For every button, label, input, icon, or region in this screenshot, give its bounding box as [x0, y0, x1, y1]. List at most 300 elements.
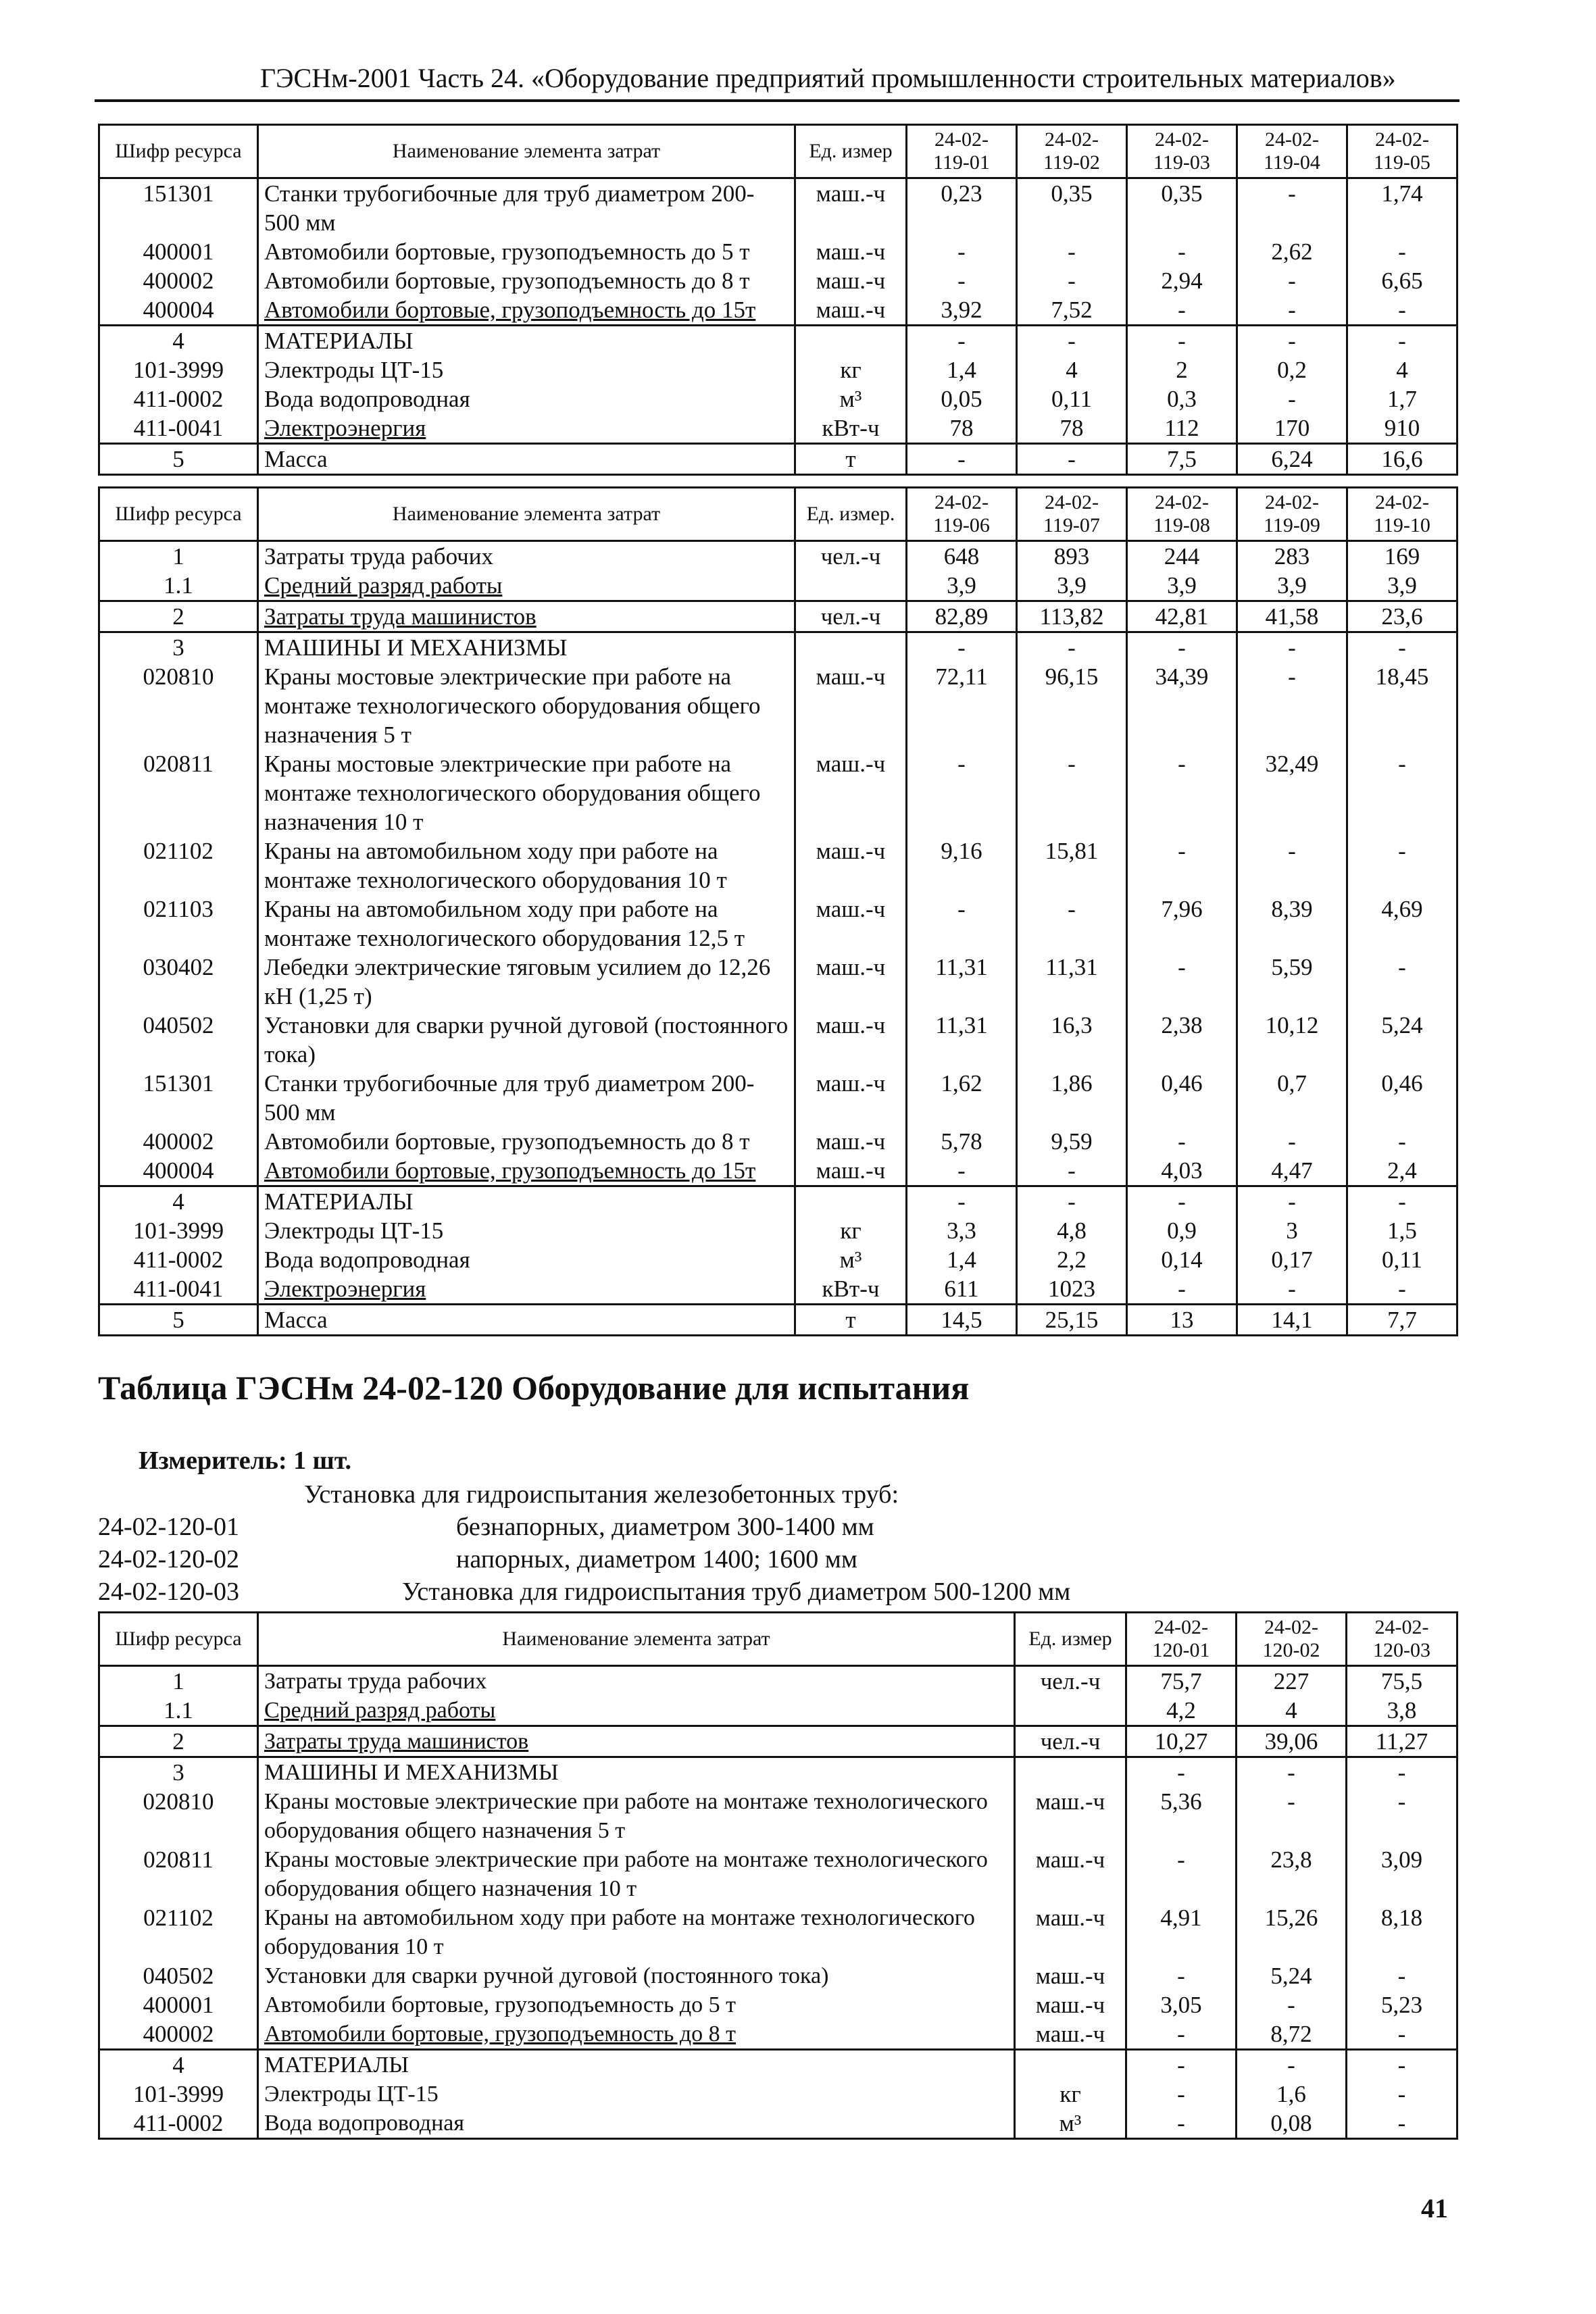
resource-table-119-06-10	[98, 486, 1458, 1336]
norm-value: 14,5	[907, 1305, 1017, 1336]
norm-value: -	[1017, 895, 1127, 953]
norm-value: 4,03	[1127, 1156, 1237, 1186]
norm-value: 1,4	[907, 1245, 1017, 1274]
norm-value: 7,52	[1017, 295, 1127, 326]
column-header: Ед. измер	[1015, 1613, 1126, 1666]
cost-element-name: Станки трубогибочные для труб диаметром 200-500 мм	[258, 178, 795, 238]
column-header: Ед. измер.	[795, 488, 907, 541]
norm-value: 3,9	[907, 571, 1017, 601]
table-row	[99, 384, 1457, 413]
norm-value: 78	[1017, 413, 1127, 444]
norm-value: 32,49	[1237, 749, 1347, 836]
norm-value: -	[1347, 1757, 1457, 1788]
intro-item-code: 24-02-120-03	[98, 1578, 239, 1606]
norm-value: -	[1126, 2080, 1237, 2109]
resource-table-120	[98, 1611, 1458, 2140]
norm-value: 5,23	[1347, 1990, 1457, 2019]
column-header: 24-02- 119-07	[1017, 488, 1127, 541]
norm-value: -	[1347, 326, 1457, 356]
resource-code: 411-0002	[99, 1245, 258, 1274]
resource-code: 4	[99, 1186, 258, 1217]
norm-value: -	[1237, 1127, 1347, 1156]
norm-value: 3,92	[907, 295, 1017, 326]
norm-value: -	[1347, 237, 1457, 266]
table-row	[99, 1069, 1457, 1127]
table-row	[99, 836, 1457, 895]
table-row	[99, 1787, 1457, 1845]
unit-of-measure: т	[795, 444, 907, 475]
unit-of-measure: маш.-ч	[795, 953, 907, 1011]
norm-value: 39,06	[1237, 1726, 1347, 1757]
norm-value: 1023	[1017, 1274, 1127, 1305]
norm-value: 11,27	[1347, 1726, 1457, 1757]
resource-code: 021103	[99, 895, 258, 953]
column-header: Шифр ресурса	[99, 125, 258, 178]
resource-code: 101-3999	[99, 2080, 258, 2109]
norm-value: -	[1127, 237, 1237, 266]
norm-value: -	[1126, 2109, 1237, 2139]
norm-value: -	[1237, 266, 1347, 295]
table-row	[99, 2050, 1457, 2080]
unit-of-measure: кг	[795, 355, 907, 384]
page-header: ГЭСНм-2001 Часть 24. «Оборудование предприятий промышленности строительных материалов»	[260, 63, 1396, 93]
unit-of-measure	[1015, 2050, 1126, 2080]
table-row	[99, 571, 1457, 601]
norm-value: -	[1347, 1961, 1457, 1990]
norm-value: -	[1347, 749, 1457, 836]
norm-value: 611	[907, 1274, 1017, 1305]
cost-element-name: Электроды ЦТ-15	[258, 355, 795, 384]
table-row	[99, 326, 1457, 356]
norm-value: 0,11	[1347, 1245, 1457, 1274]
cost-element-name: Краны мостовые электрические при работе на монтаже технологического оборудования общего назначения 5 т	[258, 1787, 1015, 1845]
norm-value: -	[1347, 2019, 1457, 2050]
unit-of-measure: маш.-ч	[1015, 2019, 1126, 2050]
table-row	[99, 1696, 1457, 1726]
norm-value: 4,2	[1126, 1696, 1237, 1726]
unit-of-measure: маш.-ч	[795, 266, 907, 295]
cost-element-name: Автомобили бортовые, грузоподъемность до 5 т	[258, 237, 795, 266]
norm-value: -	[1017, 266, 1127, 295]
column-header: 24-02- 119-09	[1237, 488, 1347, 541]
norm-value: 15,81	[1017, 836, 1127, 895]
norm-value: -	[1237, 632, 1347, 663]
cost-element-name: Затраты труда рабочих	[258, 541, 795, 572]
norm-value: 1,86	[1017, 1069, 1127, 1127]
intro-item-code: 24-02-120-02	[98, 1545, 239, 1574]
table-row	[99, 1666, 1457, 1696]
column-header: Ед. измер	[795, 125, 907, 178]
unit-of-measure: м³	[1015, 2109, 1126, 2139]
unit-of-measure: маш.-ч	[795, 237, 907, 266]
unit-of-measure: т	[795, 1305, 907, 1336]
resource-code: 020811	[99, 749, 258, 836]
table-row	[99, 632, 1457, 663]
norm-value: 2,94	[1127, 266, 1237, 295]
cost-element-name: Средний разряд работы	[258, 571, 795, 601]
resource-code: 151301	[99, 1069, 258, 1127]
norm-value: -	[1017, 632, 1127, 663]
norm-value: -	[1127, 1274, 1237, 1305]
cost-element-name: МАШИНЫ И МЕХАНИЗМЫ	[258, 1757, 1015, 1788]
cost-element-name: Автомобили бортовые, грузоподъемность до 5 т	[258, 1990, 1015, 2019]
norm-value: -	[1127, 1127, 1237, 1156]
unit-of-measure: маш.-ч	[1015, 1961, 1126, 1990]
resource-code: 101-3999	[99, 1216, 258, 1245]
norm-value: 1,7	[1347, 384, 1457, 413]
cost-element-name: Краны на автомобильном ходу при работе на монтаже технологического оборудования 10 т	[258, 1903, 1015, 1961]
unit-of-measure: маш.-ч	[1015, 1903, 1126, 1961]
norm-value: 96,15	[1017, 662, 1127, 749]
resource-code: 411-0041	[99, 413, 258, 444]
norm-value: 11,31	[1017, 953, 1127, 1011]
column-header: Наименование элемента затрат	[258, 125, 795, 178]
resource-code: 400001	[99, 237, 258, 266]
resource-code: 4	[99, 326, 258, 356]
norm-value: -	[1347, 2109, 1457, 2139]
norm-value: 244	[1127, 541, 1237, 572]
unit-of-measure: маш.-ч	[1015, 1990, 1126, 2019]
resource-code: 040502	[99, 1961, 258, 1990]
resource-code: 400002	[99, 266, 258, 295]
unit-of-measure	[795, 632, 907, 663]
norm-value: -	[1237, 662, 1347, 749]
norm-value: 0,35	[1017, 178, 1127, 238]
measure-label: Измеритель:	[139, 1447, 287, 1475]
cost-element-name: Вода водопроводная	[258, 2109, 1015, 2139]
page-number: 41	[1421, 2193, 1448, 2223]
table-row	[99, 1274, 1457, 1305]
cost-element-name: МАШИНЫ И МЕХАНИЗМЫ	[258, 632, 795, 663]
column-header: 24-02- 119-01	[907, 125, 1017, 178]
norm-value: 910	[1347, 413, 1457, 444]
table-row	[99, 541, 1457, 572]
table-row	[99, 662, 1457, 749]
unit-of-measure: маш.-ч	[795, 1069, 907, 1127]
table-row	[99, 895, 1457, 953]
cost-element-name: Масса	[258, 444, 795, 475]
norm-value: 2,62	[1237, 237, 1347, 266]
column-header: Наименование элемента затрат	[258, 488, 795, 541]
resource-code: 1.1	[99, 1696, 258, 1726]
column-header: 24-02- 120-03	[1347, 1613, 1457, 1666]
norm-value: 16,6	[1347, 444, 1457, 475]
norm-value: -	[1127, 1186, 1237, 1217]
resource-code: 400002	[99, 1127, 258, 1156]
cost-element-name: Лебедки электрические тяговым усилием до 12,26 кН (1,25 т)	[258, 953, 795, 1011]
resource-code: 1	[99, 1666, 258, 1696]
norm-value: -	[1237, 1990, 1347, 2019]
table-row	[99, 1990, 1457, 2019]
norm-value: 2	[1127, 355, 1237, 384]
table-row	[99, 1216, 1457, 1245]
norm-value: 0,14	[1127, 1245, 1237, 1274]
norm-value: -	[1347, 1274, 1457, 1305]
norm-value: 7,96	[1127, 895, 1237, 953]
norm-value: 10,27	[1126, 1726, 1237, 1757]
norm-value: -	[1017, 444, 1127, 475]
table-row	[99, 1186, 1457, 1217]
cost-element-name: Средний разряд работы	[258, 1696, 1015, 1726]
norm-value: 3	[1237, 1216, 1347, 1245]
norm-value: 0,46	[1347, 1069, 1457, 1127]
table-row	[99, 1845, 1457, 1903]
resource-code: 2	[99, 1726, 258, 1757]
resource-code: 021102	[99, 836, 258, 895]
resource-code: 411-0041	[99, 1274, 258, 1305]
norm-value: 5,24	[1347, 1011, 1457, 1069]
column-header: 24-02- 119-03	[1127, 125, 1237, 178]
norm-value: 3,9	[1017, 571, 1127, 601]
column-header: Шифр ресурса	[99, 488, 258, 541]
norm-value: -	[1126, 1845, 1237, 1903]
norm-value: 13	[1127, 1305, 1237, 1336]
norm-value: -	[1237, 1787, 1347, 1845]
norm-value: -	[1237, 1186, 1347, 1217]
resource-code: 411-0002	[99, 384, 258, 413]
intro-item	[98, 1577, 1070, 1607]
resource-code: 101-3999	[99, 355, 258, 384]
norm-value: -	[1126, 2019, 1237, 2050]
table-row	[99, 601, 1457, 632]
norm-value: 78	[907, 413, 1017, 444]
resource-table-119-01-05	[98, 124, 1458, 476]
norm-value: 3,09	[1347, 1845, 1457, 1903]
resource-code: 040502	[99, 1011, 258, 1069]
norm-value: 112	[1127, 413, 1237, 444]
norm-value: 82,89	[907, 601, 1017, 632]
unit-of-measure: чел.-ч	[1015, 1666, 1126, 1696]
norm-value: 14,1	[1237, 1305, 1347, 1336]
norm-value: 3,9	[1127, 571, 1237, 601]
unit-of-measure: маш.-ч	[1015, 1787, 1126, 1845]
table-row	[99, 1305, 1457, 1336]
column-header: 24-02- 119-08	[1127, 488, 1237, 541]
norm-value: 25,15	[1017, 1305, 1127, 1336]
norm-value: 9,59	[1017, 1127, 1127, 1156]
norm-value: 5,59	[1237, 953, 1347, 1011]
norm-value: -	[907, 444, 1017, 475]
norm-value: 5,36	[1126, 1787, 1237, 1845]
intro-item-code: 24-02-120-01	[98, 1513, 239, 1541]
intro-item-text: Установка для гидроиспытания труб диаметром 500-1200 мм	[402, 1578, 1071, 1606]
norm-value: -	[1237, 384, 1347, 413]
norm-value: -	[1127, 749, 1237, 836]
cost-element-name: Краны на автомобильном ходу при работе на монтаже технологического оборудования 12,5 т	[258, 895, 795, 953]
resource-code: 020810	[99, 662, 258, 749]
norm-value: 893	[1017, 541, 1127, 572]
norm-value: -	[1127, 295, 1237, 326]
unit-of-measure: м³	[795, 384, 907, 413]
norm-value: 169	[1347, 541, 1457, 572]
resource-code: 021102	[99, 1903, 258, 1961]
norm-value: 1,6	[1237, 2080, 1347, 2109]
cost-element-name: МАТЕРИАЛЫ	[258, 1186, 795, 1217]
norm-value: 1,62	[907, 1069, 1017, 1127]
norm-value: -	[907, 1186, 1017, 1217]
norm-value: 227	[1237, 1666, 1347, 1696]
table-row	[99, 1961, 1457, 1990]
norm-value: 4	[1237, 1696, 1347, 1726]
norm-value: 6,24	[1237, 444, 1347, 475]
header-rule	[95, 99, 1460, 102]
norm-value: -	[1347, 953, 1457, 1011]
norm-value: -	[1127, 632, 1237, 663]
norm-value: 8,72	[1237, 2019, 1347, 2050]
unit-of-measure: кг	[1015, 2080, 1126, 2109]
norm-value: 1,5	[1347, 1216, 1457, 1245]
cost-element-name: Затраты труда машинистов	[258, 1726, 1015, 1757]
norm-value: 0,08	[1237, 2109, 1347, 2139]
resource-code: 3	[99, 1757, 258, 1788]
cost-element-name: Краны мостовые электрические при работе на монтаже технологического оборудования общего назначения 5 т	[258, 662, 795, 749]
table-header-row	[99, 1613, 1457, 1666]
unit-of-measure	[795, 326, 907, 356]
norm-value: -	[907, 632, 1017, 663]
norm-value: -	[1237, 1757, 1347, 1788]
cost-element-name: Автомобили бортовые, грузоподъемность до 8 т	[258, 2019, 1015, 2050]
table-row	[99, 1011, 1457, 1069]
norm-value: 0,3	[1127, 384, 1237, 413]
norm-value: -	[1127, 326, 1237, 356]
unit-of-measure: маш.-ч	[795, 1011, 907, 1069]
unit-of-measure	[1015, 1757, 1126, 1788]
cost-element-name: Затраты труда рабочих	[258, 1666, 1015, 1696]
norm-value: -	[1347, 295, 1457, 326]
norm-value: 2,4	[1347, 1156, 1457, 1186]
unit-of-measure: маш.-ч	[795, 295, 907, 326]
table-row	[99, 2080, 1457, 2109]
table-row	[99, 1245, 1457, 1274]
norm-value: 3,8	[1347, 1696, 1457, 1726]
table-row	[99, 1156, 1457, 1186]
column-header: Шифр ресурса	[99, 1613, 258, 1666]
norm-value: 7,5	[1127, 444, 1237, 475]
unit-of-measure: маш.-ч	[795, 895, 907, 953]
norm-value: 0,9	[1127, 1216, 1237, 1245]
table-row	[99, 178, 1457, 238]
resource-code: 400002	[99, 2019, 258, 2050]
table-row	[99, 444, 1457, 475]
table-row	[99, 2019, 1457, 2050]
cost-element-name: Электроды ЦТ-15	[258, 2080, 1015, 2109]
unit-of-measure: маш.-ч	[795, 836, 907, 895]
norm-value: 0,23	[907, 178, 1017, 238]
table-row	[99, 749, 1457, 836]
unit-of-measure: кг	[795, 1216, 907, 1245]
norm-value: -	[1017, 1186, 1127, 1217]
norm-value: 75,7	[1126, 1666, 1237, 1696]
table-row	[99, 237, 1457, 266]
norm-value: 4,47	[1237, 1156, 1347, 1186]
cost-element-name: Автомобили бортовые, грузоподъемность до 15т	[258, 295, 795, 326]
cost-element-name: Станки трубогибочные для труб диаметром 200-500 мм	[258, 1069, 795, 1127]
table-row	[99, 1726, 1457, 1757]
norm-value: -	[1126, 2050, 1237, 2080]
unit-of-measure: маш.-ч	[795, 1156, 907, 1186]
table-header-row	[99, 125, 1457, 178]
resource-code: 151301	[99, 178, 258, 238]
norm-value: 3,3	[907, 1216, 1017, 1245]
column-header: 24-02- 119-06	[907, 488, 1017, 541]
norm-value: 72,11	[907, 662, 1017, 749]
column-header: 24-02- 119-04	[1237, 125, 1347, 178]
cost-element-name: Автомобили бортовые, грузоподъемность до 15т	[258, 1156, 795, 1186]
intro-item	[98, 1544, 857, 1574]
table-row	[99, 295, 1457, 326]
norm-value: -	[907, 326, 1017, 356]
cost-element-name: Установки для сварки ручной дуговой (постоянного тока)	[258, 1011, 795, 1069]
cost-element-name: Автомобили бортовые, грузоподъемность до 8 т	[258, 1127, 795, 1156]
cost-element-name: Вода водопроводная	[258, 384, 795, 413]
measure-line	[139, 1446, 351, 1476]
resource-code: 2	[99, 601, 258, 632]
norm-value: -	[1347, 1787, 1457, 1845]
resource-code: 4	[99, 2050, 258, 2080]
norm-value: -	[1017, 237, 1127, 266]
norm-value: 5,78	[907, 1127, 1017, 1156]
norm-value: 23,8	[1237, 1845, 1347, 1903]
norm-value: 0,17	[1237, 1245, 1347, 1274]
norm-value: 16,3	[1017, 1011, 1127, 1069]
unit-of-measure: чел.-ч	[1015, 1726, 1126, 1757]
cost-element-name: МАТЕРИАЛЫ	[258, 2050, 1015, 2080]
norm-value: -	[907, 895, 1017, 953]
intro-item	[98, 1512, 874, 1542]
norm-value: 0,35	[1127, 178, 1237, 238]
norm-value: -	[1127, 953, 1237, 1011]
table-row	[99, 2109, 1457, 2139]
unit-of-measure	[795, 1186, 907, 1217]
unit-of-measure: кВт-ч	[795, 413, 907, 444]
norm-value: -	[1126, 1961, 1237, 1990]
norm-value: 2,2	[1017, 1245, 1127, 1274]
resource-code: 020810	[99, 1787, 258, 1845]
norm-value: 34,39	[1127, 662, 1237, 749]
norm-value: 0,2	[1237, 355, 1347, 384]
intro-item-text: безнапорных, диаметром 300-1400 мм	[456, 1513, 874, 1541]
cost-element-name: Краны мостовые электрические при работе на монтаже технологического оборудования общего назначения 10 т	[258, 749, 795, 836]
measure-value: 1 шт.	[293, 1447, 352, 1475]
norm-value: 4	[1347, 355, 1457, 384]
resource-code: 1.1	[99, 571, 258, 601]
norm-value: 0,7	[1237, 1069, 1347, 1127]
cost-element-name: Электроэнергия	[258, 413, 795, 444]
norm-value: 6,65	[1347, 266, 1457, 295]
table-row	[99, 413, 1457, 444]
table-row	[99, 953, 1457, 1011]
unit-of-measure: чел.-ч	[795, 601, 907, 632]
resource-code: 1	[99, 541, 258, 572]
norm-value: 9,16	[907, 836, 1017, 895]
resource-code: 5	[99, 444, 258, 475]
norm-value: 15,26	[1237, 1903, 1347, 1961]
cost-element-name: Затраты труда машинистов	[258, 601, 795, 632]
norm-value: -	[1237, 2050, 1347, 2080]
resource-code: 5	[99, 1305, 258, 1336]
norm-value: 4,91	[1126, 1903, 1237, 1961]
norm-value: 10,12	[1237, 1011, 1347, 1069]
norm-value: -	[1237, 178, 1347, 238]
unit-of-measure: чел.-ч	[795, 541, 907, 572]
norm-value: -	[1347, 836, 1457, 895]
norm-value: -	[1237, 836, 1347, 895]
norm-value: 3,9	[1237, 571, 1347, 601]
norm-value: 8,18	[1347, 1903, 1457, 1961]
unit-of-measure: м³	[795, 1245, 907, 1274]
table-row	[99, 355, 1457, 384]
norm-value: 23,6	[1347, 601, 1457, 632]
